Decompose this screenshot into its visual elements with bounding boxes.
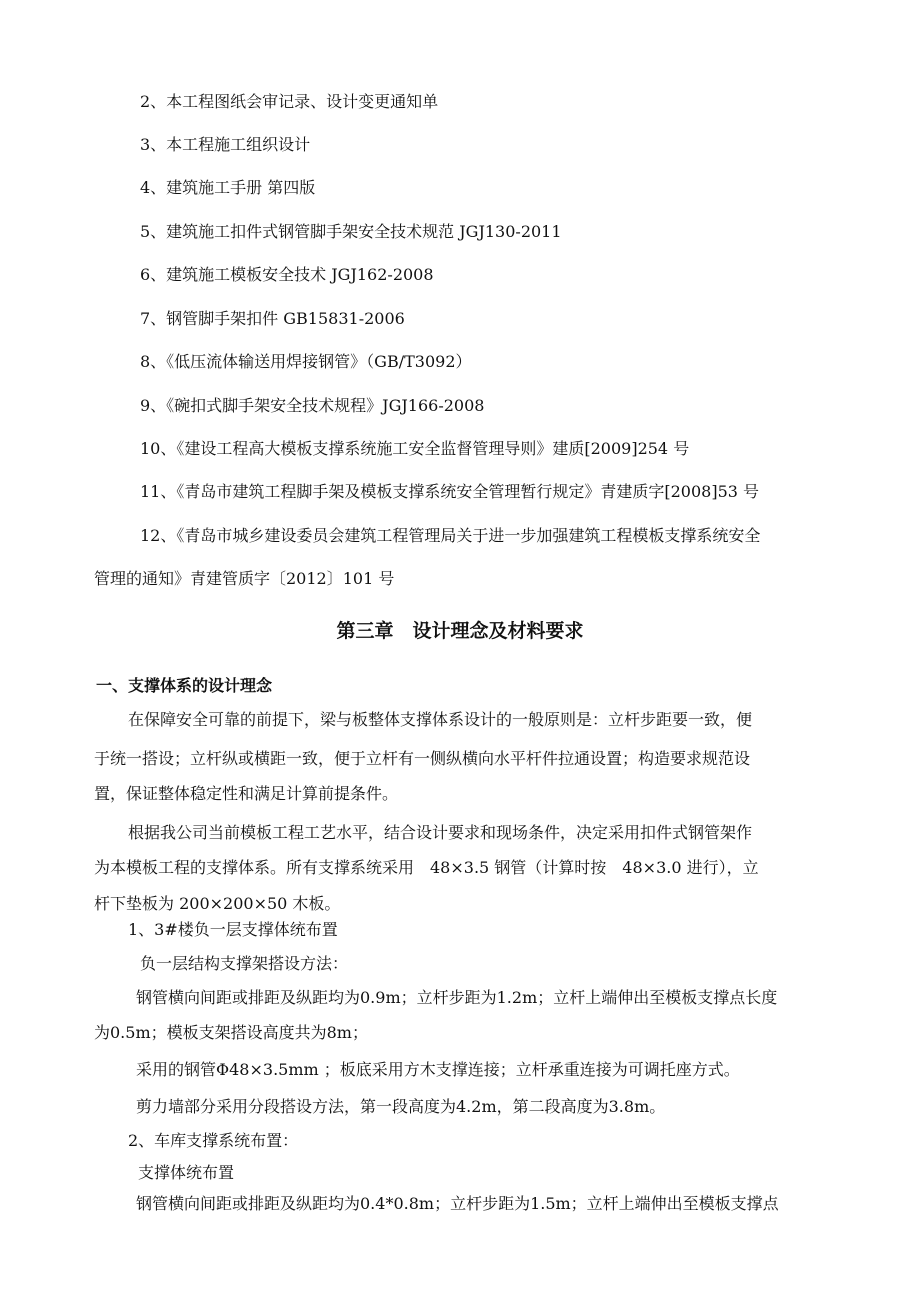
paragraph-line: 为0.5m；模板支架搭设高度共为8m； (94, 1023, 368, 1042)
reference-item-continuation: 管理的通知》青建管质字〔2012〕101 号 (94, 569, 395, 588)
paragraph-line: 钢管横向间距或排距及纵距均为0.4*0.8m；立杆步距为1.5m；立杆上端伸出至模板支撑点 (136, 1194, 779, 1213)
paragraph-line: 负一层结构支撑架搭设方法： (140, 954, 349, 973)
reference-item: 5、建筑施工扣件式钢管脚手架安全技术规范 JGJ130-2011 (140, 222, 562, 241)
paragraph-line: 钢管横向间距或排距及纵距均为0.9m；立杆步距为1.2m；立杆上端伸出至模板支撑点长度 (136, 988, 778, 1007)
reference-item: 6、建筑施工模板安全技术 JGJ162-2008 (140, 265, 434, 284)
reference-item: 12、《青岛市城乡建设委员会建筑工程管理局关于进一步加强建筑工程模板支撑系统安全 (140, 526, 761, 545)
reference-item: 3、本工程施工组织设计 (140, 135, 311, 154)
reference-item: 4、建筑施工手册 第四版 (140, 178, 316, 197)
reference-item: 7、钢管脚手架扣件 GB15831-2006 (140, 309, 405, 328)
paragraph-line: 在保障安全可靠的前提下，梁与板整体支撑体系设计的一般原则是：立杆步距要一致，便 (128, 710, 753, 729)
paragraph-line: 置，保证整体稳定性和满足计算前提条件。 (94, 784, 399, 803)
subsection-title: 1、3#楼负一层支撑体统布置 (128, 920, 338, 939)
reference-item: 11、《青岛市建筑工程脚手架及模板支撑系统安全管理暂行规定》青建质字[2008]53 号 (140, 482, 760, 501)
paragraph-line: 为本模板工程的支撑体系。所有支撑系统采用 48×3.5 钢管（计算时按 48×3.0 进行），立 (94, 858, 759, 877)
paragraph-line: 剪力墙部分采用分段搭设方法，第一段高度为4.2m，第二段高度为3.8m。 (136, 1097, 666, 1116)
paragraph-line: 于统一搭设；立杆纵或横距一致，便于立杆有一侧纵横向水平杆件拉通设置；构造要求规范设 (94, 749, 751, 768)
paragraph-line: 杆下垫板为 200×200×50 木板。 (94, 894, 341, 913)
reference-item: 9、《碗扣式脚手架安全技术规程》JGJ166-2008 (140, 396, 485, 415)
paragraph-line: 根据我公司当前模板工程工艺水平，结合设计要求和现场条件，决定采用扣件式钢管架作 (128, 823, 753, 842)
reference-item: 2、本工程图纸会审记录、设计变更通知单 (140, 92, 439, 111)
chapter-title: 第三章 设计理念及材料要求 (336, 620, 584, 642)
reference-item: 10、《建设工程高大模板支撑系统施工安全监督管理导则》建质[2009]254 号 (140, 439, 690, 458)
section-title: 一、支撑体系的设计理念 (96, 676, 273, 695)
subsection-title: 2、车库支撑系统布置： (128, 1131, 299, 1150)
paragraph-line: 支撑体统布置 (138, 1163, 235, 1182)
paragraph-line: 采用的钢管Φ48×3.5mm ；板底采用方木支撑连接；立杆承重连接为可调托座方式。 (136, 1060, 740, 1079)
reference-item: 8、《低压流体输送用焊接钢管》（GB/T3092） (140, 352, 472, 371)
